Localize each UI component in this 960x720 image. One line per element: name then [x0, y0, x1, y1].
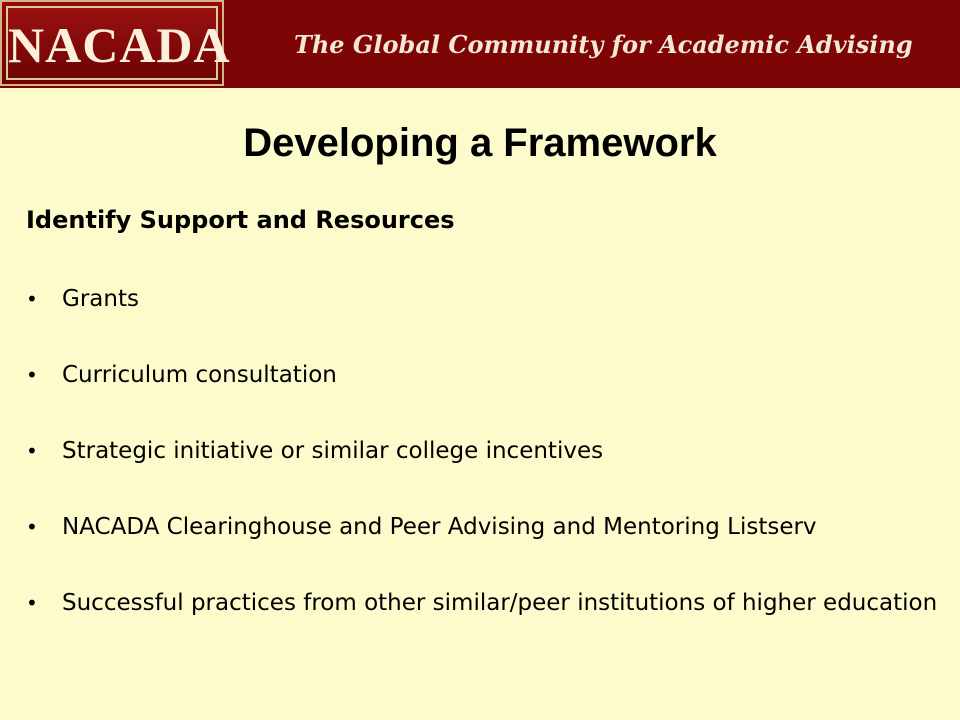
header-banner — [0, 0, 960, 88]
header-tagline: The Global Community for Academic Advising — [294, 30, 913, 59]
bullet-text: NACADA Clearinghouse and Peer Advising and Mentoring Listserv — [62, 514, 817, 540]
bullet-text: Curriculum consultation — [62, 362, 337, 388]
bullet-text: Grants — [62, 286, 139, 312]
bullet-text: Strategic initiative or similar college incentives — [62, 438, 604, 464]
bullet-item-grants — [26, 280, 946, 318]
bullet-icon: • — [26, 287, 38, 311]
slide-title: Developing a Framework — [243, 121, 717, 165]
bullet-item-clearinghouse — [26, 508, 946, 546]
bullet-list — [26, 280, 946, 660]
bullet-text: Successful practices from other similar/peer institutions of higher education — [62, 590, 938, 616]
slide-subtitle: Identify Support and Resources — [26, 206, 455, 234]
logo-frame — [6, 6, 231, 80]
bullet-icon: • — [26, 515, 38, 539]
logo-text: NACADA — [8, 17, 231, 73]
bullet-item-practices — [26, 584, 946, 622]
nacada-logo — [0, 0, 231, 86]
bullet-icon: • — [26, 363, 38, 387]
bullet-icon: • — [26, 439, 38, 463]
bullet-icon: • — [26, 591, 38, 615]
bullet-item-curriculum — [26, 356, 946, 394]
bullet-item-strategic — [26, 432, 946, 470]
